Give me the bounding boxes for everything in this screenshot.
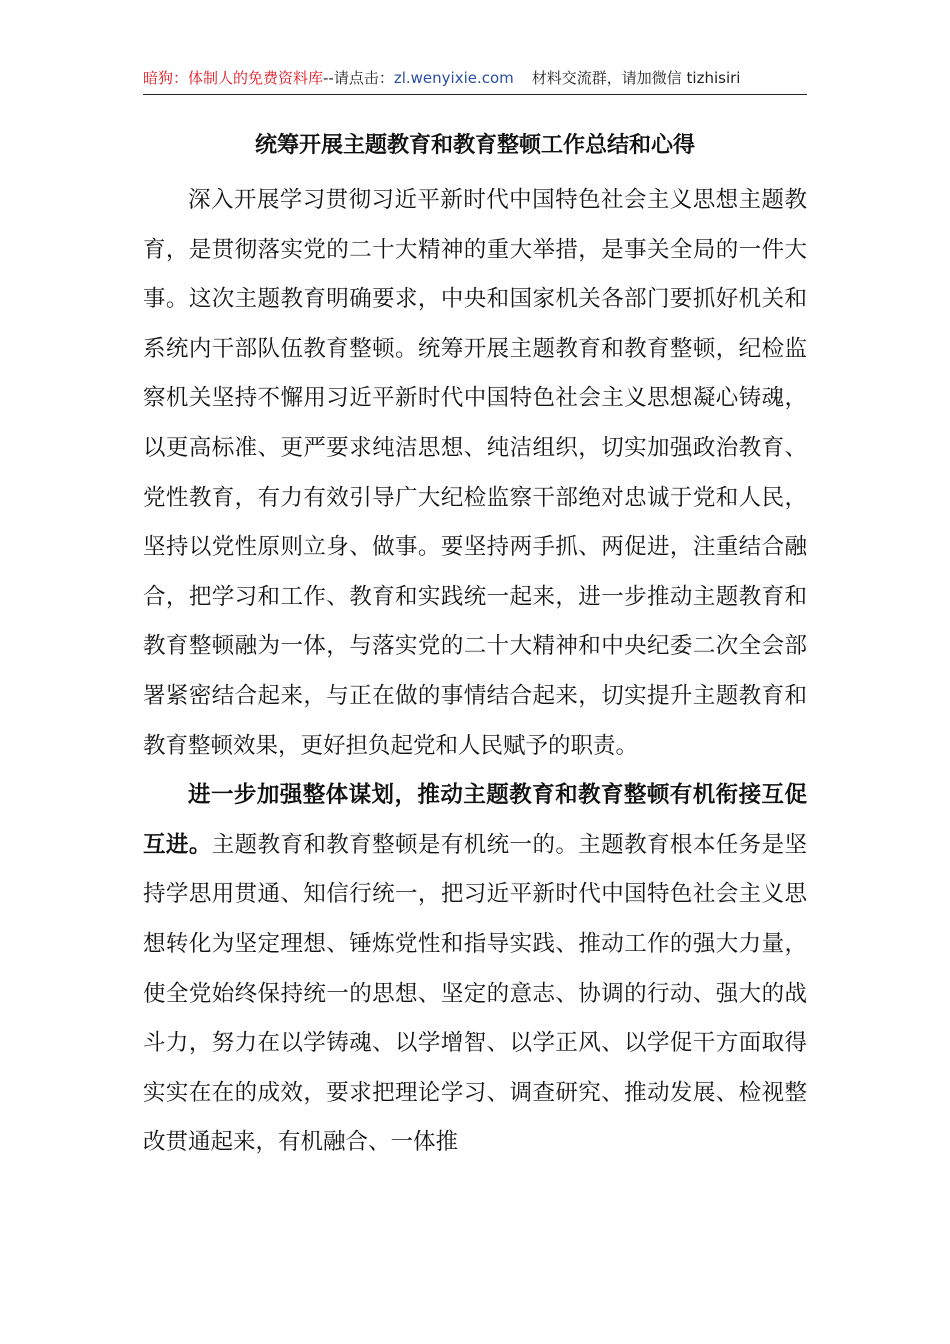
- page-header: [143, 68, 807, 95]
- header-click-prompt: --请点击：: [323, 69, 394, 87]
- header-site-name: 暗狗：体制人的免费资料库: [143, 69, 324, 87]
- paragraph-1: 深入开展学习贯彻习近平新时代中国特色社会主义思想主题教育，是贯彻落实党的二十大精神的重大举措，是事关全局的一件大事。这次主题教育明确要求，中央和国家机关各部门要抓好机关和系统内干部队伍教育整顿。统筹开展主题教育和教育整顿，纪检监察机关坚持不懈用习近平新时代中国特色社会主义思想凝心铸魂，以更高标准、更严要求纯洁思想、纯洁组织，切实加强政治教育、党性教育，有力有效引导广大纪检监察干部绝对忠诚于党和人民，坚持以党性原则立身、做事。要坚持两手抓、两促进，注重结合融合，把学习和工作、教育和实践统一起来，进一步推动主题教育和教育整顿融为一体，与落实党的二十大精神和中央纪委二次全会部署紧密结合起来，与正在做的事情结合起来，切实提升主题教育和教育整顿效果，更好担负起党和人民赋予的职责。: [143, 187, 807, 759]
- header-url-link[interactable]: zl.wenyixie.com: [393, 69, 514, 87]
- paragraph-2-lead: 进一步加强整体谋划，推动主题教育和教育整顿有机衔接互促互进。: [143, 782, 807, 858]
- header-wechat-group: 材料交流群，请加微信 tizhisiri: [531, 69, 741, 87]
- paragraph-2-body: 主题教育和教育整顿是有机统一的。主题教育根本任务是坚持学思用贯通、知信行统一，把习近平新时代中国特色社会主义思想转化为坚定理想、锤炼党性和指导实践、推动工作的强大力量，使全党始终保持统一的思想、坚定的意志、协调的行动、强大的战斗力，努力在以学铸魂、以学增智、以学正风、以学促干方面取得实实在在的成效，要求把理论学习、调查研究、推动发展、检视整改贯通起来，有机融合、一体推: [143, 831, 807, 1156]
- document-title: 统筹开展主题教育和教育整顿工作总结和心得: [254, 133, 695, 158]
- document-body: [143, 176, 807, 1168]
- paragraph-2: [143, 771, 807, 1168]
